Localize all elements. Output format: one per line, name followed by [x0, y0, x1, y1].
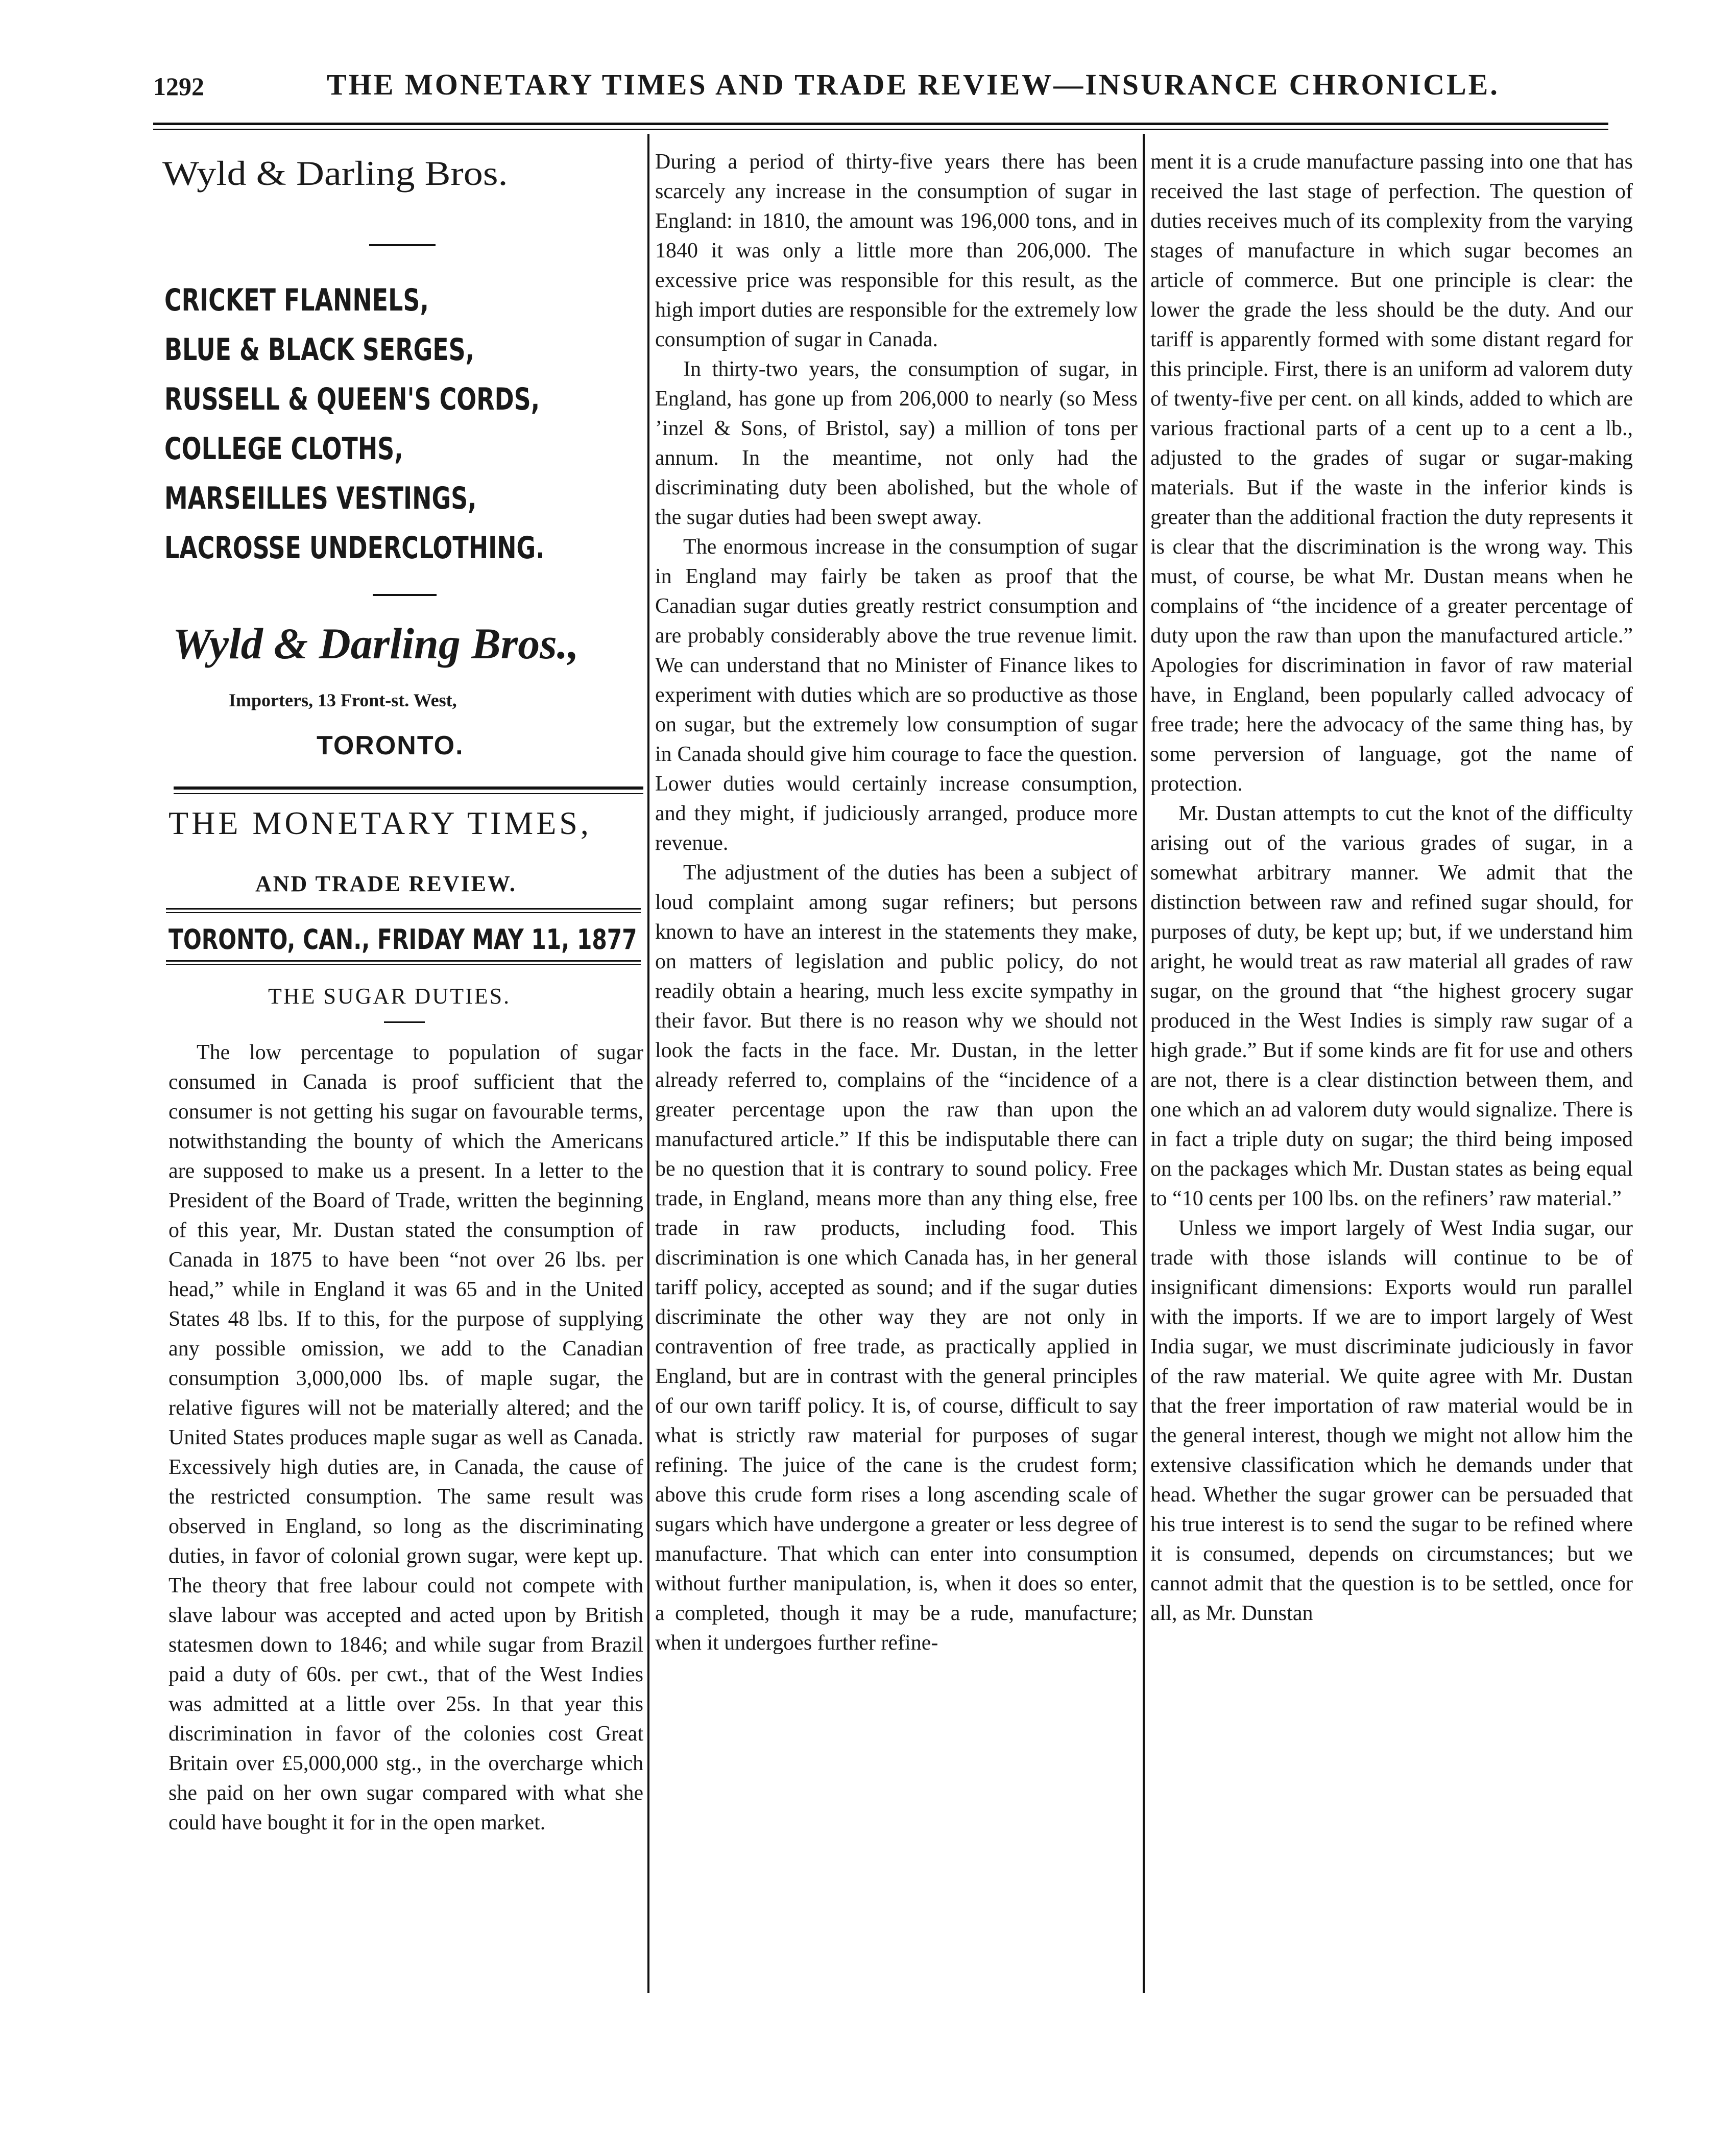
paragraph: ment it is a crude manufacture passing into one that has received the last stage of perfection. The question of duties receives much of its complexity from the varying stages of manufacture in which sugar becomes an article of commerce. But one principle is clear: the lower the grade the less should be the duty. And our tariff is apparently formed with some distant regard for this principle. First, there is an uniform ad valorem duty of twenty-five per cent. on all kinds, added to which are various fractional parts of a cent up to a cent a lb., adjusted to the grades of sugar or sugar-making materials. But if the waste in the inferior kinds is greater than the additional fraction the duty represents it is clear that the discrimination is the wrong way. This must, of course, be what Mr. Dustan means when he complains of “the incidence of a greater percentage of duty upon the raw than upon the manufactured article.” Apologies for discrimination in favor of raw material have, in England, been popularly called advocacy of free trade; here the advocacy of the same thing has, by some perversion of language, got the name of protection. — [1150, 150, 1633, 796]
ad-product: RUSSELL & QUEEN'S CORDS, — [164, 381, 540, 417]
masthead-subtitle: AND TRADE REVIEW. — [255, 871, 517, 896]
dateline: TORONTO, CAN., FRIDAY MAY 11, 1877 — [168, 923, 637, 956]
paragraph: In thirty-two years, the consumption of sugar, in England, has gone up from 206,000 to nearly (so Mess ’inzel & Sons, of Bristol, say) a million of tons per annum. In the meantime, not only had the discriminating duty been abolished, but the whole of the sugar duties had been swept away. — [655, 357, 1138, 529]
ad-divider-1 — [369, 244, 436, 246]
ad-address: Importers, 13 Front-st. West, — [229, 690, 457, 710]
paragraph: The adjustment of the duties has been a subject of loud complaint among sugar refiners; but persons known to have an interest in the statements they make, on matters of legislation and public policy, do not readily obtain a hearing, much less excite sympathy in their favor. But there is no reason why we should not look the facts in the face. Mr. Dustan, in the letter already referred to, complains of the “incidence of a greater percentage upon the raw than upon the manufactured article.” If this be indisputable there can be no question that it is contrary to sound policy. Free trade, in England, means more than any thing else, free trade in raw products, including food. This discrimination is one which Canada has, in her general tariff policy, accepted as sound; and if the sugar duties discriminate the other way they are not only in contravention of free trade, as practically applied in England, but are in contrast with the general principles of our own tariff policy. It is, of course, difficult to say what is strictly raw material for purposes of sugar refining. The juice of the cane is the crudest form; above this crude form rises a long ascending scale of sugars which have undergone a greater or less degree of manufacture. That which can enter into consumption without further manipulation, is, when it does so enter, a completed, though it may be a rude, manufacture; when it undergoes further refine- — [655, 861, 1138, 1655]
ad-product: BLUE & BLACK SERGES, — [164, 332, 475, 368]
paragraph: Unless we import largely of West India sugar, our trade with those islands will continue to be of insignificant dimensions: Exports would run parallel with the imports. If we are to import largely of West India sugar, we must discriminate judiciously in favor of the raw material. We quite agree with Mr. Dustan that the freer importation of raw material would be in the general interest, though we might not allow him the extensive classification which he demands under that head. Whether the sugar grower can be persuaded that his true interest is to send the sugar to be refined where it is consumed, depends on circumstances; but we cannot admit that the question is to be settled, once for all, as Mr. Dunstan — [1150, 1217, 1633, 1625]
column-divider-2 — [1143, 134, 1145, 1993]
paragraph: The enormous increase in the consumption of sugar in England may fairly be taken as proof that the Canadian sugar duties greatly restrict consumption and are probably considerably above the true revenue limit. We can understand that no Minister of Finance likes to experiment with duties which are so productive as those on sugar, but the extremely low consumption of sugar in Canada should give him courage to face the question. Lower duties would certainly increase consumption, and they might, if judiciously arranged, produce more revenue. — [655, 535, 1138, 855]
paragraph: Mr. Dustan attempts to cut the knot of the difficulty arising out of the various grades of sugar, in a somewhat arbitrary manner. We admit that the distinction between raw and refined sugar should, for purposes of duty, be kept up; but, if we understand him aright, he would treat as raw material all grades of raw sugar, on the ground that “the highest grocery sugar produced in the West Indies is simply raw sugar of a high grade.” But if some kinds are fit for use and others are not, there is a clear distinction between them, and one which an ad valorem duty would signalize. There is in fact a triple duty on sugar; the third being imposed on the packages which Mr. Dustan states as being equal to “10 cents per 100 lbs. on the refiners’ raw material.” — [1150, 802, 1633, 1210]
masthead-rule-top-thin — [174, 793, 643, 794]
masthead-rule-mid-2 — [166, 912, 641, 913]
headline-divider — [384, 1021, 425, 1023]
ad-product: MARSEILLES VESTINGS, — [164, 481, 477, 516]
ad-product: CRICKET FLANNELS, — [164, 282, 429, 318]
dateline-rule — [166, 960, 641, 962]
masthead-title: THE MONETARY TIMES, — [168, 805, 592, 841]
masthead-rule-top — [174, 786, 643, 790]
header-rule-bottom — [153, 129, 1608, 130]
masthead-rule-mid — [166, 908, 641, 910]
ad-signature: Wyld & Darling Bros., — [173, 619, 579, 668]
running-title: THE MONETARY TIMES AND TRADE REVIEW—INSURANCE CHRONICLE. — [327, 68, 1500, 101]
article-column-3 — [1150, 147, 1633, 1628]
dateline-rule-2 — [166, 964, 641, 965]
paragraph: The low percentage to population of sugar consumed in Canada is proof sufficient that the consumer is not getting his sugar on favourable terms, notwithstanding the bounty of which the Americans are supposed to make us a present. In a letter to the President of the Board of Trade, written the beginning of this year, Mr. Dustan stated the consumption of Canada in 1875 to have been “not over 26 lbs. per head,” while in England it was 65 and in the United States 48 lbs. If to this, for the purpose of supplying any possible omission, we add to the Canadian consumption 3,000,000 lbs. of maple sugar, the relative figures will not be materially altered; and the United States produces maple sugar as well as Canada. Excessively high duties are, in Canada, the cause of the restricted consumption. The same result was observed in England, so long as the discriminating duties, in favor of colonial grown sugar, were kept up. The theory that free labour could not compete with slave labour was accepted and acted upon by British statesmen down to 1846; and while sugar from Brazil paid a duty of 60s. per cwt., that of the West Indies was admitted at a little over 25s. In that year this discrimination in favor of the colonies cost Great Britain over £5,000,000 stg., in the overcharge which she paid on her own sugar compared with what she could have bought it for in the open market. — [168, 1041, 643, 1834]
paragraph: During a period of thirty-five years there has been scarcely any increase in the consumption of sugar in England: in 1810, the amount was 196,000 tons, and in 1840 it was only a little more than 206,000. The excessive price was responsible for this result, as the high import duties are responsible for the extremely low consumption of sugar in Canada. — [655, 150, 1138, 351]
article-column-1 — [168, 1038, 643, 1838]
ad-product-list — [164, 276, 655, 573]
article-column-2 — [655, 147, 1138, 1658]
ad-firm-name: Wyld & Darling Bros. — [162, 154, 508, 193]
ad-city: TORONTO. — [317, 731, 464, 760]
page-number: 1292 — [153, 72, 204, 101]
ad-product: COLLEGE CLOTHS, — [164, 431, 403, 467]
article-headline: THE SUGAR DUTIES. — [268, 984, 511, 1009]
ad-product: LACROSSE UNDERCLOTHING. — [164, 530, 545, 566]
header-rule-top — [153, 123, 1608, 125]
ad-divider-2 — [373, 594, 437, 596]
